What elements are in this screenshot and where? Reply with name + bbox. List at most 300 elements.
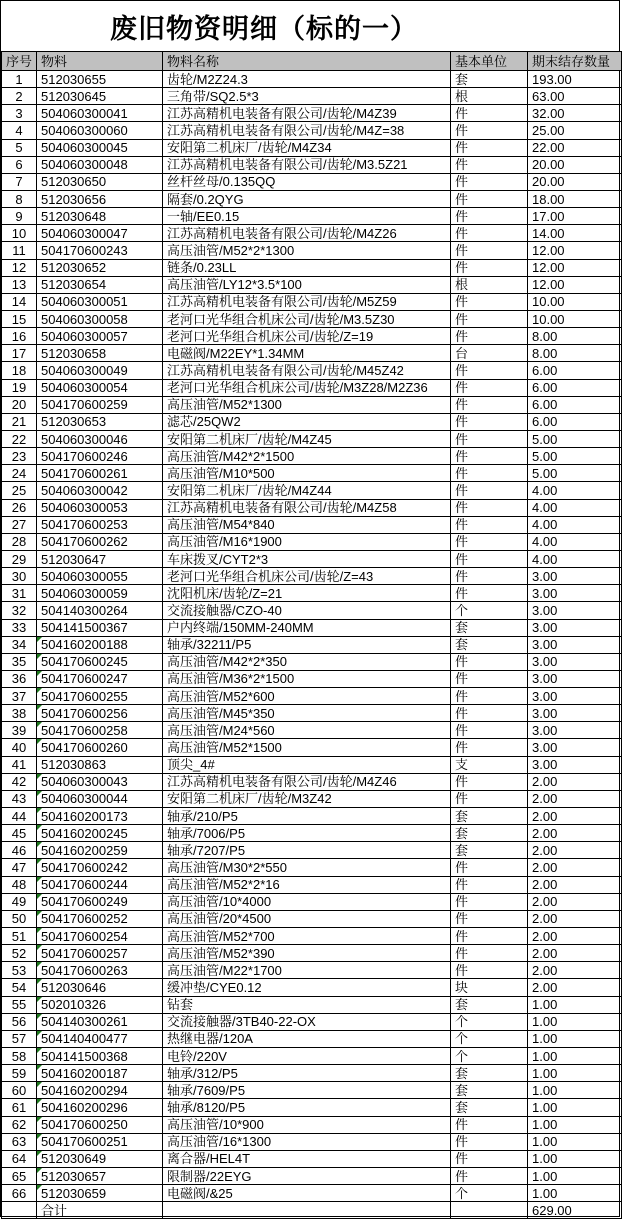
material-name-cell[interactable]: 高压油管/16*1300 (163, 1133, 451, 1150)
material-name-cell[interactable]: 高压油管/M30*2*550 (163, 859, 451, 876)
quantity-cell[interactable]: 3.00 (528, 670, 622, 687)
material-name-cell[interactable]: 高压油管/M52*1300 (163, 396, 451, 413)
material-code-cell[interactable]: 504170600244 (37, 876, 163, 893)
unit-cell[interactable]: 件 (451, 722, 528, 739)
row-index-cell[interactable]: 48 (2, 876, 37, 893)
unit-cell[interactable]: 件 (451, 499, 528, 516)
material-code-cell[interactable]: 512030659 (37, 1185, 163, 1202)
unit-cell[interactable]: 套 (451, 1099, 528, 1116)
material-name-cell[interactable]: 老河口光华组合机床公司/齿轮/Z=19 (163, 328, 451, 345)
quantity-cell[interactable]: 5.00 (528, 465, 622, 482)
material-code-cell[interactable]: 504060300053 (37, 499, 163, 516)
material-name-cell[interactable]: 江苏高精机电装备有限公司/齿轮/M4Z46 (163, 773, 451, 790)
quantity-cell[interactable]: 22.00 (528, 139, 622, 156)
unit-cell[interactable]: 套 (451, 619, 528, 636)
quantity-cell[interactable]: 2.00 (528, 893, 622, 910)
unit-cell[interactable]: 件 (451, 396, 528, 413)
material-code-cell[interactable]: 504170600262 (37, 533, 163, 550)
row-index-cell[interactable]: 36 (2, 670, 37, 687)
quantity-cell[interactable]: 1.00 (528, 1082, 622, 1099)
material-code-cell[interactable]: 504141500367 (37, 619, 163, 636)
total-empty-name[interactable] (163, 1202, 451, 1219)
row-index-cell[interactable]: 24 (2, 465, 37, 482)
quantity-cell[interactable]: 6.00 (528, 362, 622, 379)
material-code-cell[interactable]: 512030645 (37, 88, 163, 105)
row-index-cell[interactable]: 56 (2, 1013, 37, 1030)
row-index-cell[interactable]: 63 (2, 1133, 37, 1150)
material-code-cell[interactable]: 504060300059 (37, 585, 163, 602)
material-name-cell[interactable]: 丝杆丝母/0.135QQ (163, 173, 451, 190)
unit-cell[interactable]: 件 (451, 1133, 528, 1150)
quantity-cell[interactable]: 3.00 (528, 653, 622, 670)
unit-cell[interactable]: 套 (451, 71, 528, 88)
material-code-cell[interactable]: 504060300046 (37, 430, 163, 447)
material-name-cell[interactable]: 钻套 (163, 996, 451, 1013)
material-name-cell[interactable]: 户内终端/150MM-240MM (163, 619, 451, 636)
material-name-cell[interactable]: 江苏高精机电装备有限公司/齿轮/M45Z42 (163, 362, 451, 379)
material-name-cell[interactable]: 高压油管/10*900 (163, 1116, 451, 1133)
row-index-cell[interactable]: 39 (2, 722, 37, 739)
material-code-cell[interactable]: 512030646 (37, 979, 163, 996)
material-code-cell[interactable]: 504060300044 (37, 790, 163, 807)
quantity-cell[interactable]: 4.00 (528, 550, 622, 567)
quantity-cell[interactable]: 2.00 (528, 876, 622, 893)
row-index-cell[interactable]: 29 (2, 550, 37, 567)
quantity-cell[interactable]: 3.00 (528, 756, 622, 773)
unit-cell[interactable]: 件 (451, 859, 528, 876)
material-name-cell[interactable]: 高压油管/M52*1500 (163, 739, 451, 756)
material-code-cell[interactable]: 504170600249 (37, 893, 163, 910)
material-name-cell[interactable]: 沈阳机床/齿轮/Z=21 (163, 585, 451, 602)
material-name-cell[interactable]: 老河口光华组合机床公司/齿轮/M3Z28/M2Z36 (163, 379, 451, 396)
row-index-cell[interactable]: 32 (2, 602, 37, 619)
material-name-cell[interactable]: 安阳第二机床厂/齿轮/M4Z44 (163, 482, 451, 499)
unit-cell[interactable]: 件 (451, 516, 528, 533)
quantity-cell[interactable]: 10.00 (528, 293, 622, 310)
row-index-cell[interactable]: 17 (2, 345, 37, 362)
row-index-cell[interactable]: 21 (2, 413, 37, 430)
material-code-cell[interactable]: 512030863 (37, 756, 163, 773)
unit-cell[interactable]: 件 (451, 482, 528, 499)
quantity-cell[interactable]: 2.00 (528, 928, 622, 945)
quantity-cell[interactable]: 6.00 (528, 413, 622, 430)
total-qty-cell[interactable]: 629.00 (528, 1202, 622, 1219)
material-code-cell[interactable]: 504170600255 (37, 688, 163, 705)
header-code[interactable]: 物料 (37, 52, 163, 71)
unit-cell[interactable]: 件 (451, 945, 528, 962)
material-code-cell[interactable]: 504060300060 (37, 122, 163, 139)
material-code-cell[interactable]: 504060300045 (37, 139, 163, 156)
quantity-cell[interactable]: 6.00 (528, 396, 622, 413)
row-index-cell[interactable]: 25 (2, 482, 37, 499)
row-index-cell[interactable]: 62 (2, 1116, 37, 1133)
row-index-cell[interactable]: 8 (2, 190, 37, 207)
material-name-cell[interactable]: 轴承/7006/P5 (163, 825, 451, 842)
quantity-cell[interactable]: 2.00 (528, 842, 622, 859)
material-code-cell[interactable]: 504170600257 (37, 945, 163, 962)
material-code-cell[interactable]: 504140400477 (37, 1030, 163, 1047)
quantity-cell[interactable]: 2.00 (528, 808, 622, 825)
material-name-cell[interactable]: 交流接触器/CZO-40 (163, 602, 451, 619)
quantity-cell[interactable]: 18.00 (528, 190, 622, 207)
material-code-cell[interactable]: 512030652 (37, 259, 163, 276)
material-name-cell[interactable]: 电磁阀/M22EY*1.34MM (163, 345, 451, 362)
row-index-cell[interactable]: 49 (2, 893, 37, 910)
unit-cell[interactable]: 件 (451, 156, 528, 173)
material-code-cell[interactable]: 504140300264 (37, 602, 163, 619)
material-name-cell[interactable]: 高压油管/M36*2*1500 (163, 670, 451, 687)
material-code-cell[interactable]: 502010326 (37, 996, 163, 1013)
row-index-cell[interactable]: 12 (2, 259, 37, 276)
material-name-cell[interactable]: 高压油管/M52*2*16 (163, 876, 451, 893)
material-name-cell[interactable]: 江苏高精机电装备有限公司/齿轮/M4Z26 (163, 225, 451, 242)
unit-cell[interactable]: 件 (451, 790, 528, 807)
quantity-cell[interactable]: 3.00 (528, 705, 622, 722)
row-index-cell[interactable]: 50 (2, 910, 37, 927)
row-index-cell[interactable]: 47 (2, 859, 37, 876)
row-index-cell[interactable]: 58 (2, 1048, 37, 1065)
unit-cell[interactable]: 台 (451, 345, 528, 362)
material-code-cell[interactable]: 504170600243 (37, 242, 163, 259)
material-code-cell[interactable]: 504170600254 (37, 928, 163, 945)
header-unit[interactable]: 基本单位 (451, 52, 528, 71)
unit-cell[interactable]: 件 (451, 173, 528, 190)
material-code-cell[interactable]: 504170600252 (37, 910, 163, 927)
row-index-cell[interactable]: 59 (2, 1065, 37, 1082)
material-code-cell[interactable]: 512030653 (37, 413, 163, 430)
row-index-cell[interactable]: 6 (2, 156, 37, 173)
unit-cell[interactable]: 件 (451, 876, 528, 893)
quantity-cell[interactable]: 2.00 (528, 859, 622, 876)
row-index-cell[interactable]: 16 (2, 328, 37, 345)
material-code-cell[interactable]: 504060300057 (37, 328, 163, 345)
material-name-cell[interactable]: 高压油管/M52*700 (163, 928, 451, 945)
material-name-cell[interactable]: 高压油管/LY12*3.5*100 (163, 276, 451, 293)
row-index-cell[interactable]: 53 (2, 962, 37, 979)
material-name-cell[interactable]: 高压油管/M52*600 (163, 688, 451, 705)
unit-cell[interactable]: 件 (451, 653, 528, 670)
material-code-cell[interactable]: 504170600258 (37, 722, 163, 739)
material-code-cell[interactable]: 504170600256 (37, 705, 163, 722)
material-code-cell[interactable]: 512030655 (37, 71, 163, 88)
unit-cell[interactable]: 件 (451, 242, 528, 259)
quantity-cell[interactable]: 63.00 (528, 88, 622, 105)
quantity-cell[interactable]: 4.00 (528, 533, 622, 550)
quantity-cell[interactable]: 3.00 (528, 636, 622, 653)
material-name-cell[interactable]: 高压油管/20*4500 (163, 910, 451, 927)
quantity-cell[interactable]: 2.00 (528, 773, 622, 790)
row-index-cell[interactable]: 23 (2, 448, 37, 465)
row-index-cell[interactable]: 26 (2, 499, 37, 516)
material-name-cell[interactable]: 缓冲垫/CYE0.12 (163, 979, 451, 996)
row-index-cell[interactable]: 33 (2, 619, 37, 636)
row-index-cell[interactable]: 2 (2, 88, 37, 105)
row-index-cell[interactable]: 31 (2, 585, 37, 602)
row-index-cell[interactable]: 14 (2, 293, 37, 310)
material-name-cell[interactable]: 电铃/220V (163, 1048, 451, 1065)
unit-cell[interactable]: 件 (451, 688, 528, 705)
unit-cell[interactable]: 个 (451, 1048, 528, 1065)
header-no[interactable]: 序号 (2, 52, 37, 71)
row-index-cell[interactable]: 30 (2, 568, 37, 585)
material-name-cell[interactable]: 一轴/EE0.15 (163, 208, 451, 225)
material-code-cell[interactable]: 504170600245 (37, 653, 163, 670)
quantity-cell[interactable]: 3.00 (528, 722, 622, 739)
material-name-cell[interactable]: 轴承/312/P5 (163, 1065, 451, 1082)
material-code-cell[interactable]: 504060300055 (37, 568, 163, 585)
row-index-cell[interactable]: 61 (2, 1099, 37, 1116)
unit-cell[interactable]: 件 (451, 705, 528, 722)
material-name-cell[interactable]: 安阳第二机床厂/齿轮/M3Z42 (163, 790, 451, 807)
row-index-cell[interactable]: 44 (2, 808, 37, 825)
material-name-cell[interactable]: 高压油管/M16*1900 (163, 533, 451, 550)
unit-cell[interactable]: 件 (451, 413, 528, 430)
material-code-cell[interactable]: 504060300058 (37, 310, 163, 327)
row-index-cell[interactable]: 22 (2, 430, 37, 447)
material-name-cell[interactable]: 轴承/7609/P5 (163, 1082, 451, 1099)
material-name-cell[interactable]: 江苏高精机电装备有限公司/齿轮/M4Z39 (163, 105, 451, 122)
row-index-cell[interactable]: 40 (2, 739, 37, 756)
material-code-cell[interactable]: 512030654 (37, 276, 163, 293)
material-code-cell[interactable]: 512030649 (37, 1150, 163, 1167)
unit-cell[interactable]: 件 (451, 465, 528, 482)
row-index-cell[interactable]: 5 (2, 139, 37, 156)
material-name-cell[interactable]: 离合器/HEL4T (163, 1150, 451, 1167)
material-name-cell[interactable]: 高压油管/M52*390 (163, 945, 451, 962)
quantity-cell[interactable]: 2.00 (528, 790, 622, 807)
material-code-cell[interactable]: 504141500368 (37, 1048, 163, 1065)
material-name-cell[interactable]: 电磁阀/&25 (163, 1185, 451, 1202)
unit-cell[interactable]: 件 (451, 1168, 528, 1185)
material-name-cell[interactable]: 安阳第二机床厂/齿轮/M4Z34 (163, 139, 451, 156)
row-index-cell[interactable]: 38 (2, 705, 37, 722)
quantity-cell[interactable]: 1.00 (528, 1168, 622, 1185)
unit-cell[interactable]: 件 (451, 962, 528, 979)
quantity-cell[interactable]: 17.00 (528, 208, 622, 225)
unit-cell[interactable]: 件 (451, 379, 528, 396)
unit-cell[interactable]: 件 (451, 225, 528, 242)
quantity-cell[interactable]: 1.00 (528, 1048, 622, 1065)
unit-cell[interactable]: 根 (451, 88, 528, 105)
quantity-cell[interactable]: 4.00 (528, 499, 622, 516)
quantity-cell[interactable]: 12.00 (528, 276, 622, 293)
unit-cell[interactable]: 根 (451, 276, 528, 293)
quantity-cell[interactable]: 1.00 (528, 1185, 622, 1202)
row-index-cell[interactable]: 42 (2, 773, 37, 790)
unit-cell[interactable]: 件 (451, 928, 528, 945)
quantity-cell[interactable]: 6.00 (528, 379, 622, 396)
material-code-cell[interactable]: 512030648 (37, 208, 163, 225)
unit-cell[interactable]: 套 (451, 808, 528, 825)
unit-cell[interactable]: 件 (451, 568, 528, 585)
unit-cell[interactable]: 个 (451, 1013, 528, 1030)
quantity-cell[interactable]: 2.00 (528, 825, 622, 842)
unit-cell[interactable]: 套 (451, 996, 528, 1013)
row-index-cell[interactable]: 60 (2, 1082, 37, 1099)
material-name-cell[interactable]: 轴承/210/P5 (163, 808, 451, 825)
row-index-cell[interactable]: 7 (2, 173, 37, 190)
quantity-cell[interactable]: 5.00 (528, 430, 622, 447)
quantity-cell[interactable]: 25.00 (528, 122, 622, 139)
material-name-cell[interactable]: 江苏高精机电装备有限公司/齿轮/M5Z59 (163, 293, 451, 310)
quantity-cell[interactable]: 3.00 (528, 568, 622, 585)
total-label-cell[interactable]: 合计 (37, 1202, 163, 1219)
unit-cell[interactable]: 套 (451, 1065, 528, 1082)
unit-cell[interactable]: 件 (451, 550, 528, 567)
row-index-cell[interactable]: 15 (2, 310, 37, 327)
unit-cell[interactable]: 件 (451, 910, 528, 927)
row-index-cell[interactable]: 19 (2, 379, 37, 396)
material-name-cell[interactable]: 高压油管/M45*350 (163, 705, 451, 722)
material-name-cell[interactable]: 隔套/0.2QYG (163, 190, 451, 207)
row-index-cell[interactable]: 54 (2, 979, 37, 996)
material-name-cell[interactable]: 江苏高精机电装备有限公司/齿轮/M4Z58 (163, 499, 451, 516)
material-code-cell[interactable]: 504060300047 (37, 225, 163, 242)
quantity-cell[interactable]: 1.00 (528, 1150, 622, 1167)
material-name-cell[interactable]: 高压油管/M52*2*1300 (163, 242, 451, 259)
quantity-cell[interactable]: 12.00 (528, 242, 622, 259)
unit-cell[interactable]: 件 (451, 893, 528, 910)
material-code-cell[interactable]: 504060300049 (37, 362, 163, 379)
material-code-cell[interactable]: 504160200245 (37, 825, 163, 842)
material-code-cell[interactable]: 504170600242 (37, 859, 163, 876)
material-code-cell[interactable]: 504170600261 (37, 465, 163, 482)
row-index-cell[interactable]: 9 (2, 208, 37, 225)
material-code-cell[interactable]: 504060300051 (37, 293, 163, 310)
material-code-cell[interactable]: 504060300054 (37, 379, 163, 396)
material-name-cell[interactable]: 轴承/7207/P5 (163, 842, 451, 859)
material-code-cell[interactable]: 512030647 (37, 550, 163, 567)
material-name-cell[interactable]: 江苏高精机电装备有限公司/齿轮/M3.5Z21 (163, 156, 451, 173)
material-code-cell[interactable]: 504160200187 (37, 1065, 163, 1082)
quantity-cell[interactable]: 3.00 (528, 602, 622, 619)
header-qty[interactable]: 期末结存数量 (528, 52, 622, 71)
material-code-cell[interactable]: 512030657 (37, 1168, 163, 1185)
material-name-cell[interactable]: 滤芯/25QW2 (163, 413, 451, 430)
row-index-cell[interactable]: 20 (2, 396, 37, 413)
quantity-cell[interactable]: 20.00 (528, 173, 622, 190)
unit-cell[interactable]: 件 (451, 190, 528, 207)
material-code-cell[interactable]: 512030658 (37, 345, 163, 362)
row-index-cell[interactable]: 51 (2, 928, 37, 945)
material-name-cell[interactable]: 车床拨叉/CYT2*3 (163, 550, 451, 567)
material-code-cell[interactable]: 504170600259 (37, 396, 163, 413)
material-code-cell[interactable]: 504140300261 (37, 1013, 163, 1030)
total-empty-no[interactable] (2, 1202, 37, 1219)
material-code-cell[interactable]: 512030656 (37, 190, 163, 207)
material-code-cell[interactable]: 504160200188 (37, 636, 163, 653)
row-index-cell[interactable]: 10 (2, 225, 37, 242)
row-index-cell[interactable]: 65 (2, 1168, 37, 1185)
row-index-cell[interactable]: 37 (2, 688, 37, 705)
quantity-cell[interactable]: 1.00 (528, 996, 622, 1013)
quantity-cell[interactable]: 4.00 (528, 482, 622, 499)
row-index-cell[interactable]: 1 (2, 71, 37, 88)
row-index-cell[interactable]: 64 (2, 1150, 37, 1167)
unit-cell[interactable]: 件 (451, 1150, 528, 1167)
unit-cell[interactable]: 套 (451, 636, 528, 653)
material-name-cell[interactable]: 高压油管/M10*500 (163, 465, 451, 482)
row-index-cell[interactable]: 55 (2, 996, 37, 1013)
quantity-cell[interactable]: 193.00 (528, 71, 622, 88)
material-name-cell[interactable]: 顶尖_4# (163, 756, 451, 773)
material-code-cell[interactable]: 504060300041 (37, 105, 163, 122)
unit-cell[interactable]: 件 (451, 1116, 528, 1133)
material-name-cell[interactable]: 高压油管/M42*2*350 (163, 653, 451, 670)
row-index-cell[interactable]: 66 (2, 1185, 37, 1202)
material-name-cell[interactable]: 高压油管/10*4000 (163, 893, 451, 910)
unit-cell[interactable]: 件 (451, 139, 528, 156)
material-name-cell[interactable]: 齿轮/M2Z24.3 (163, 71, 451, 88)
material-code-cell[interactable]: 504170600260 (37, 739, 163, 756)
material-code-cell[interactable]: 504160200296 (37, 1099, 163, 1116)
unit-cell[interactable]: 件 (451, 533, 528, 550)
unit-cell[interactable]: 块 (451, 979, 528, 996)
total-empty-unit[interactable] (451, 1202, 528, 1219)
unit-cell[interactable]: 件 (451, 208, 528, 225)
quantity-cell[interactable]: 5.00 (528, 448, 622, 465)
row-index-cell[interactable]: 57 (2, 1030, 37, 1047)
quantity-cell[interactable]: 2.00 (528, 962, 622, 979)
quantity-cell[interactable]: 2.00 (528, 910, 622, 927)
material-name-cell[interactable]: 江苏高精机电装备有限公司/齿轮/M4Z=38 (163, 122, 451, 139)
material-code-cell[interactable]: 504170600250 (37, 1116, 163, 1133)
quantity-cell[interactable]: 12.00 (528, 259, 622, 276)
quantity-cell[interactable]: 10.00 (528, 310, 622, 327)
row-index-cell[interactable]: 27 (2, 516, 37, 533)
row-index-cell[interactable]: 11 (2, 242, 37, 259)
material-name-cell[interactable]: 轴承/32211/P5 (163, 636, 451, 653)
unit-cell[interactable]: 件 (451, 310, 528, 327)
row-index-cell[interactable]: 3 (2, 105, 37, 122)
quantity-cell[interactable]: 1.00 (528, 1099, 622, 1116)
material-code-cell[interactable]: 504160200259 (37, 842, 163, 859)
unit-cell[interactable]: 套 (451, 825, 528, 842)
row-index-cell[interactable]: 45 (2, 825, 37, 842)
unit-cell[interactable]: 件 (451, 362, 528, 379)
material-name-cell[interactable]: 轴承/8120/P5 (163, 1099, 451, 1116)
unit-cell[interactable]: 套 (451, 842, 528, 859)
row-index-cell[interactable]: 18 (2, 362, 37, 379)
quantity-cell[interactable]: 2.00 (528, 979, 622, 996)
row-index-cell[interactable]: 35 (2, 653, 37, 670)
row-index-cell[interactable]: 52 (2, 945, 37, 962)
material-code-cell[interactable]: 504170600246 (37, 448, 163, 465)
quantity-cell[interactable]: 2.00 (528, 945, 622, 962)
unit-cell[interactable]: 件 (451, 328, 528, 345)
material-name-cell[interactable]: 三角带/SQ2.5*3 (163, 88, 451, 105)
quantity-cell[interactable]: 1.00 (528, 1133, 622, 1150)
material-name-cell[interactable]: 高压油管/M24*560 (163, 722, 451, 739)
material-code-cell[interactable]: 504170600263 (37, 962, 163, 979)
header-name[interactable]: 物料名称 (163, 52, 451, 71)
quantity-cell[interactable]: 8.00 (528, 328, 622, 345)
unit-cell[interactable]: 个 (451, 1030, 528, 1047)
unit-cell[interactable]: 件 (451, 739, 528, 756)
material-name-cell[interactable]: 热继电器/120A (163, 1030, 451, 1047)
row-index-cell[interactable]: 41 (2, 756, 37, 773)
material-name-cell[interactable]: 高压油管/M42*2*1500 (163, 448, 451, 465)
material-code-cell[interactable]: 504170600247 (37, 670, 163, 687)
quantity-cell[interactable]: 1.00 (528, 1030, 622, 1047)
unit-cell[interactable]: 件 (451, 773, 528, 790)
material-code-cell[interactable]: 504060300042 (37, 482, 163, 499)
quantity-cell[interactable]: 3.00 (528, 585, 622, 602)
unit-cell[interactable]: 件 (451, 448, 528, 465)
material-name-cell[interactable]: 交流接触器/3TB40-22-OX (163, 1013, 451, 1030)
material-code-cell[interactable]: 504170600251 (37, 1133, 163, 1150)
unit-cell[interactable]: 件 (451, 670, 528, 687)
